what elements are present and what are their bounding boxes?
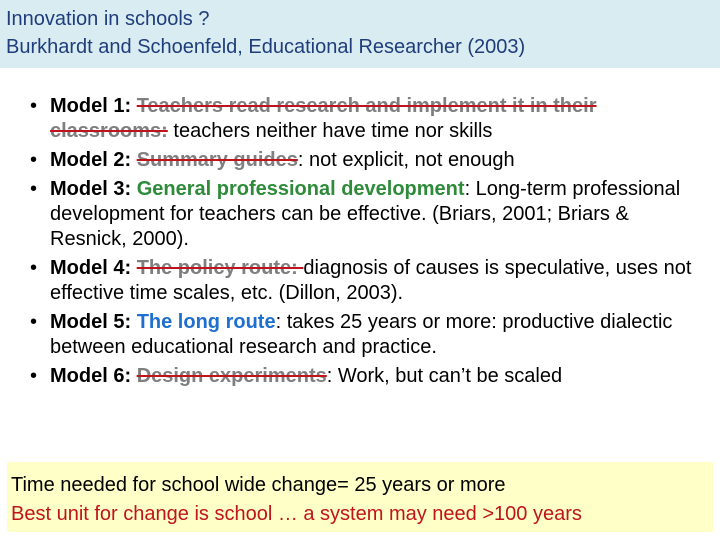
- bullet-icon: •: [30, 149, 38, 171]
- highlight-text: General professional development: [136, 178, 465, 200]
- bullet-icon: •: [30, 311, 38, 333]
- model-label: Model 2:: [50, 149, 132, 171]
- model-text: teachers neither have time nor skills: [167, 120, 493, 142]
- highlight-text: The long route: [136, 311, 276, 333]
- conclusion-line-2: Best unit for change is school … a system may need >100 years: [11, 503, 582, 525]
- model-label: Model 5:: [50, 311, 132, 333]
- model-text: : not explicit, not enough: [297, 149, 515, 171]
- list-item-model-6: [30, 364, 710, 389]
- list-item-model-4: [30, 256, 710, 306]
- list-item-model-5: [30, 310, 710, 360]
- model-text: diagnosis of causes is speculative, uses not effective time scales, etc. (Dillon, 2003).: [50, 257, 692, 304]
- title-banner: [0, 0, 720, 68]
- slide-subtitle: Burkhardt and Schoenfeld, Educational Researcher (2003): [6, 36, 526, 58]
- model-text: : Work, but can’t be scaled: [326, 365, 563, 387]
- list-item-model-3: [30, 177, 710, 252]
- model-label: Model 1:: [50, 95, 132, 117]
- conclusion-line-1: Time needed for school wide change= 25 years or more: [11, 474, 506, 496]
- bullet-icon: •: [30, 95, 38, 117]
- bullet-icon: •: [30, 365, 38, 387]
- struck-text: The policy route:: [136, 257, 304, 279]
- list-item-model-1: [30, 94, 710, 144]
- struck-text: Teachers read research and implement it in their classrooms:: [50, 95, 597, 142]
- model-list: [30, 94, 710, 393]
- conclusion-box: [7, 462, 713, 532]
- model-label: Model 4:: [50, 257, 132, 279]
- bullet-icon: •: [30, 178, 38, 200]
- slide-title: Innovation in schools ?: [6, 8, 210, 30]
- struck-text: Summary guides: [136, 149, 298, 171]
- model-label: Model 6:: [50, 365, 132, 387]
- bullet-icon: •: [30, 257, 38, 279]
- model-label: Model 3:: [50, 178, 132, 200]
- list-item-model-2: [30, 148, 710, 173]
- model-text: : takes 25 years or more: productive dialectic between educational research and practice.: [50, 311, 673, 358]
- struck-text: Design experiments: [136, 365, 327, 387]
- model-text: : Long-term professional development for teachers can be effective. (Briars, 2001; Briars & Resnick, 2000).: [50, 178, 681, 250]
